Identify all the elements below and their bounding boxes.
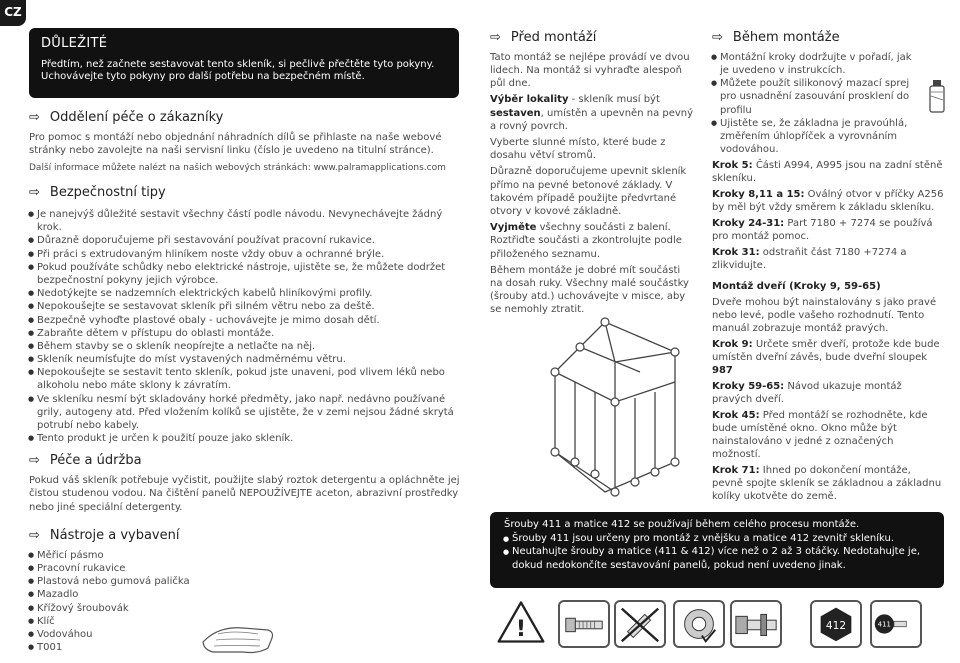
- list-item: ● Ujistěte se, že základna je pravoúhlá, změřením úhlopříček a vyrovnáním vodováhou.: [712, 117, 922, 157]
- list-item: ● Nepokoušejte se sestavovat skleník při silném větru nebo za deště.: [29, 300, 469, 313]
- arrow-right-icon: ⇨: [29, 453, 40, 469]
- list-item: ● Měřicí pásmo: [29, 549, 469, 562]
- step-9: Krok 9: Určete směr dveří, protože kde bude umístěn dveřní závěs, bude dveřní sloupek 987: [712, 339, 940, 377]
- svg-text:412: 412: [825, 619, 847, 632]
- maintenance-text: Pokud váš skleník potřebuje vyčistit, použijte slabý roztok detergentu a opláchněte jej čistou studenou vodou. Na čištění panelů NEPOUŽÍVEJTE aceton, abrazivní prostředky nebo jiné speciální detergenty.: [29, 475, 460, 513]
- right-column: [712, 28, 944, 506]
- screws-title: Šrouby 411 a matice 412 se používají během celého procesu montáže.: [504, 519, 860, 530]
- tools-title: Nástroje a vybavení: [49, 527, 180, 543]
- warning-icon: [495, 598, 547, 646]
- step-24-31: Kroky 24-31: Part 7180 + 7274 se používá pro montáž pomoc.: [712, 218, 933, 243]
- safety-title: Bezpečnostní tipy: [49, 185, 166, 201]
- nut-412-icon: [810, 600, 862, 648]
- gloves-illustration: [198, 612, 278, 660]
- during-list: [712, 51, 922, 157]
- arrow-right-icon: ⇨: [490, 30, 501, 45]
- step-59-65: Kroky 59-65: Návod ukazuje montáž pravých dveří.: [712, 381, 902, 406]
- maintenance-heading: [29, 453, 469, 470]
- list-item: ● Šrouby 411 jsou určeny pro montáž z vnějšku a matice 412 zevnitř skleníku.: [504, 532, 930, 546]
- svg-text:!: !: [515, 615, 527, 642]
- arrow-right-icon: ⇨: [29, 185, 40, 201]
- list-item: ● Pracovní rukavice: [29, 562, 469, 575]
- screws-info-box: [490, 512, 944, 588]
- care-title: Oddělení péče o zákazníky: [49, 110, 224, 125]
- care-heading: [29, 110, 469, 127]
- maintenance-title: Péče a údržba: [49, 453, 142, 469]
- list-item: ● Můžete použít silikonový mazací sprej pro usnadnění zasouvání prosklení do profilu: [712, 77, 922, 117]
- before-p2: Výběr lokality - skleník musí být sestaven, umístěn a upevněn na pevný a rovný povrch.: [490, 94, 694, 132]
- before-p3: Vyberte slunné místo, které bude z dosahu větví stromů.: [490, 137, 666, 162]
- safety-heading: [29, 185, 469, 202]
- before-heading: [490, 30, 695, 47]
- list-item: ● Důrazně doporučujeme při sestavování používat pracovní rukavice.: [29, 234, 469, 247]
- before-p6: Během montáže je dobré mít součásti na dosah ruky. Všechny malé součástky (šrouby atd.) uchovávejte v misce, aby se nemohly ztratit.: [490, 264, 689, 316]
- list-item: ● T001: [29, 641, 469, 654]
- step-8-11-15: Kroky 8,11 a 15: Oválný otvor v příčky A256 by měl být vždy směrem k základu skleníku.: [712, 189, 944, 214]
- list-item: ● Pokud používáte schůdky nebo elektrické nástroje, ujistěte se, že můžete dodržet bezpečnostní pokyny jejich výrobce.: [29, 261, 469, 287]
- list-item: ● Ve skleníku nesmí být skladovány horké předměty, jako např. nedávno používané grily, autogeny atd. Před vložením kolíků se ujistěte, že v zemi nejsou žádné skrytá potrubí nebo kabely.: [29, 393, 469, 433]
- step-45: Krok 45: Před montáží se rozhodněte, kde bude umístěné okno. Okno může být nainstalováno v jedné z označených možností.: [712, 410, 928, 461]
- list-item: ● Neutahujte šrouby a matice (411 & 412) více než o 2 až 3 otáčky. Nedotahujte je, dokud nedokončíte sestavování panelů, pokud není uvedeno jinak.: [504, 545, 930, 572]
- nut-tighten-icon: [673, 600, 725, 648]
- spray-can-icon: [926, 76, 948, 114]
- step-5: Krok 5: Části A994, A995 jsou na zadní stěně skleníku.: [712, 160, 943, 185]
- greenhouse-illustration: [545, 302, 685, 502]
- svg-text:411: 411: [877, 620, 891, 629]
- middle-column: [490, 28, 695, 319]
- list-item: ● Je nanejvýš důležité sestavit všechny částí podle návodu. Nevynechávejte žádný krok.: [29, 208, 469, 234]
- bolt-side-icon: [558, 600, 610, 648]
- list-item: ● Plastová nebo gumová palička: [29, 575, 469, 588]
- doors-text: Dveře mohou být nainstalovány s jako pravé nebo levé, podle vašeho rozhodnutí. Tento manuál zobrazuje montáž pravých.: [712, 297, 937, 335]
- safety-list: [29, 208, 469, 445]
- important-box: [29, 28, 459, 98]
- doors-title: Montáž dveří (Kroky 9, 59-65): [712, 281, 881, 293]
- before-p4: Důrazně doporučujeme upevnit skleník přímo na pevné betonové základy. V takovém případě použijte předvrtané otvory v kovové základně.: [490, 166, 687, 217]
- arrow-right-icon: ⇨: [712, 30, 723, 45]
- step-31: Krok 31: odstraňit část 7180 +7274 a zlikvidujte.: [712, 247, 907, 272]
- list-item: ● Zabraňte dětem v přístupu do oblasti montáže.: [29, 327, 469, 340]
- list-item: ● Nedotýkejte se nadzemních elektrických kabelů hliníkovými profily.: [29, 287, 469, 300]
- during-title: Během montáže: [732, 30, 840, 45]
- list-item: ● Mazadlo: [29, 588, 469, 601]
- important-text: Předtím, než začnete sestavovat tento skleník, si pečlivě přečtěte tyto pokyny. Uchovávejte tyto pokyny pro další potřebu na bezpečném místě.: [41, 58, 435, 83]
- list-item: ● Tento produkt je určen k použití pouze jako skleník.: [29, 432, 469, 445]
- list-item: ● Klíč: [29, 615, 469, 628]
- list-item: ● Při práci s extrudovaným hliníkem noste vždy obuv a ochranné brýle.: [29, 248, 469, 261]
- list-item: ● Vodováhou: [29, 628, 469, 641]
- before-p5: Vyjměte všechny součásti z balení. Roztřiďte součásti a zkontrolujte podle přiloženého seznamu.: [490, 222, 682, 260]
- tools-heading: [29, 528, 469, 545]
- list-item: ● Během stavby se o skleník neopírejte a netlačte na něj.: [29, 340, 469, 353]
- overtighten-prohibited-icon: [614, 600, 666, 648]
- left-column: [29, 104, 469, 654]
- before-title: Před montáží: [510, 30, 597, 45]
- list-item: ● Montážní kroky dodržujte v pořadí, jak je uvedeno v instrukcích.: [712, 51, 922, 77]
- care-web: Další informace můžete nalézt na našich webových stránkách: www.palramapplications.com: [29, 163, 446, 174]
- bolt-assembly-icon: [730, 600, 782, 648]
- list-item: ● Nepokoušejte se sestavit tento skleník, pokud jste unaveni, pod vlivem léků nebo alkoholu nebo máte sklony k závratím.: [29, 366, 469, 392]
- step-71: Krok 71: Ihned po dokončení montáže, pevně spojte skleník se základnou a základnu kolíky ukotvěte do země.: [712, 465, 942, 503]
- screws-list: [504, 532, 930, 573]
- list-item: ● Skleník neumísťujte do míst vystavených nadměrnému větru.: [29, 353, 469, 366]
- list-item: ● Bezpečně vyhoďte plastové obaly - uchovávejte je mimo dosah dětí.: [29, 314, 469, 327]
- during-heading: [712, 30, 944, 47]
- before-p1: Tato montáž se nejlépe provádí ve dvou lidech. Na montáž si vyhraďte alespoň půl dne.: [490, 51, 690, 90]
- bolt-411-icon: [870, 600, 922, 648]
- language-badge: CZ: [0, 0, 26, 26]
- care-text: Pro pomoc s montáží nebo objednání náhradních dílů se přihlaste na naše webové stránky nebo zavolejte na naši servisní linku (číslo je uvedeno na titulní stránce).: [29, 131, 442, 157]
- list-item: ● Křížový šroubovák: [29, 602, 469, 615]
- arrow-right-icon: ⇨: [29, 110, 40, 125]
- important-title: DŮLEŽITÉ: [41, 36, 108, 51]
- arrow-right-icon: ⇨: [29, 527, 40, 543]
